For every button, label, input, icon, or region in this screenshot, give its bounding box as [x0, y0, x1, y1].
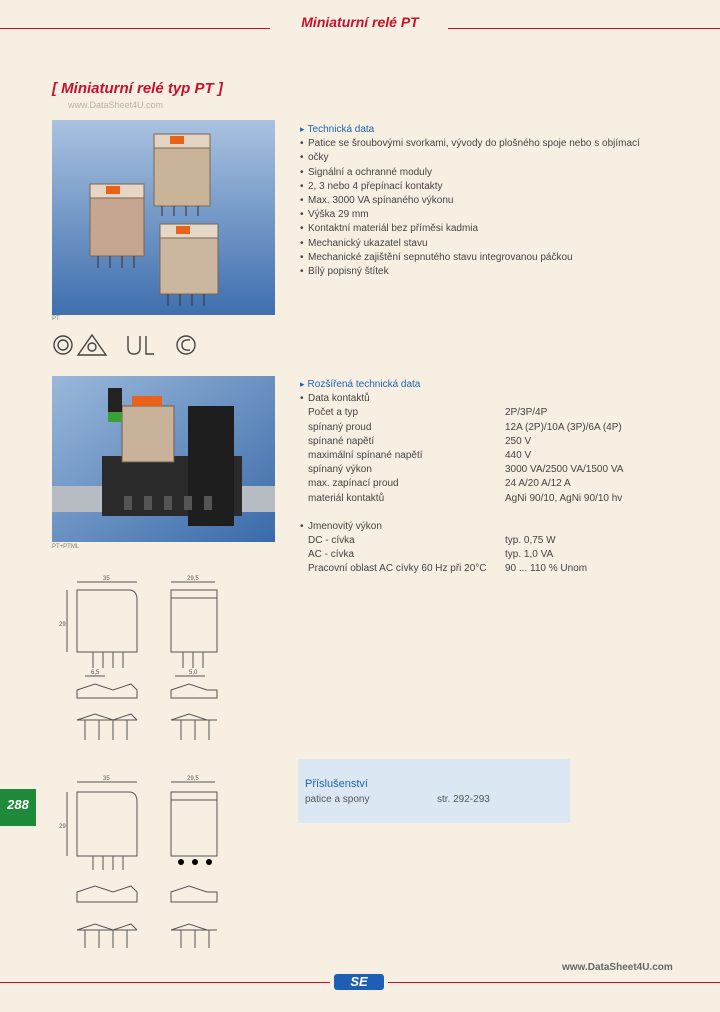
tech-item: • Signální a ochranné moduly	[300, 166, 690, 180]
spec-row: max. zapínací proud 24 A/20 A/12 A	[308, 478, 571, 490]
dim-height-2: 29	[59, 824, 66, 830]
accessories-text: patice a spony	[305, 794, 370, 805]
technical-data-heading: ▸ Technická data	[300, 122, 690, 137]
photo-label-1: PT	[52, 316, 60, 322]
socket-photo	[52, 376, 275, 542]
watermark-top: www.DataSheet4U.com	[68, 100, 164, 110]
extended-data-heading: ▸ Rozšířená technická data	[300, 377, 700, 392]
tech-item: • Mechanické zajištění sepnutého stavu integrovanou páčkou	[300, 251, 690, 265]
dim-side-2: 29,5	[187, 776, 199, 782]
accessories-title: Příslušenství	[305, 778, 368, 790]
coil-heading-row: • Jmenovitý výkon	[300, 520, 382, 532]
coil-row: Pracovní oblast AC cívky 60 Hz při 20°C 90 ... 110 % Unom	[308, 563, 588, 575]
extended-data-block	[300, 377, 700, 576]
csa-cert-icon	[177, 336, 195, 354]
relay-image-3	[160, 224, 218, 306]
dim-height-1: 29	[59, 622, 66, 628]
certification-marks	[52, 330, 202, 360]
vde-cert-icon	[78, 335, 106, 355]
tech-item: • 2, 3 nebo 4 přepínací kontakty	[300, 180, 690, 194]
technical-data-block	[300, 122, 690, 279]
page-header-title: Miniaturní relé PT	[301, 14, 419, 30]
relay-photo	[52, 120, 275, 315]
spec-row: • Data kontaktů	[300, 393, 370, 405]
tech-item: • Patice se šroubovými svorkami, vývody do plošného spoje nebo s objímací	[300, 137, 690, 151]
spec-row: materiál kontaktů AgNi 90/10, AgNi 90/10 hv	[308, 492, 623, 504]
dim-side-1: 29,5	[187, 576, 199, 582]
relay-image-1	[154, 134, 210, 216]
dim-width-1: 35	[103, 576, 110, 582]
ce-cert-icon	[54, 336, 72, 354]
dim-width-2: 35	[103, 776, 110, 782]
page-number: 288	[7, 797, 29, 812]
socket-image	[102, 388, 242, 526]
coil-row: AC - cívka typ. 1,0 VA	[308, 549, 554, 561]
spec-row: Počet a typ 2P/3P/4P	[308, 407, 548, 419]
se-logo: SE	[334, 974, 384, 990]
dimension-drawing-2	[55, 772, 245, 952]
dim-pitch-1: 6,5	[91, 670, 100, 676]
footer-rule-right	[388, 982, 720, 983]
tech-item: • Kontaktní materiál bez příměsi kadmia	[300, 222, 690, 236]
dimension-drawing-1	[55, 572, 245, 750]
tech-item: • očky	[300, 151, 690, 165]
photo-label-2: PT+PTML	[52, 544, 80, 550]
spec-row: spínaný výkon 3000 VA/2500 VA/1500 VA	[308, 464, 624, 476]
spec-row: spínaný proud 12A (2P)/10A (3P)/6A (4P)	[308, 421, 622, 433]
spec-row: maximální spínané napětí 440 V	[308, 449, 532, 461]
ul-recognized-icon	[128, 336, 154, 354]
tech-item: • Výška 29 mm	[300, 208, 690, 222]
tech-item: • Bílý popisný štítek	[300, 265, 690, 279]
watermark-bottom: www.DataSheet4U.com	[562, 962, 673, 973]
footer-rule-left	[0, 982, 330, 983]
dim-pitch-2: 5,0	[189, 670, 198, 676]
spacer	[300, 506, 700, 520]
spec-row: spínané napětí 250 V	[308, 435, 532, 447]
relay-image-2	[90, 184, 144, 268]
tech-item: • Mechanický ukazatel stavu	[300, 237, 690, 251]
tech-item: • Max. 3000 VA spínaného výkonu	[300, 194, 690, 208]
accessories-box	[298, 759, 570, 823]
accessories-page-ref: str. 292-293	[437, 794, 490, 805]
coil-row: DC - cívka typ. 0,75 W	[308, 534, 556, 546]
section-title: [ Miniaturní relé typ PT ]	[52, 80, 223, 97]
